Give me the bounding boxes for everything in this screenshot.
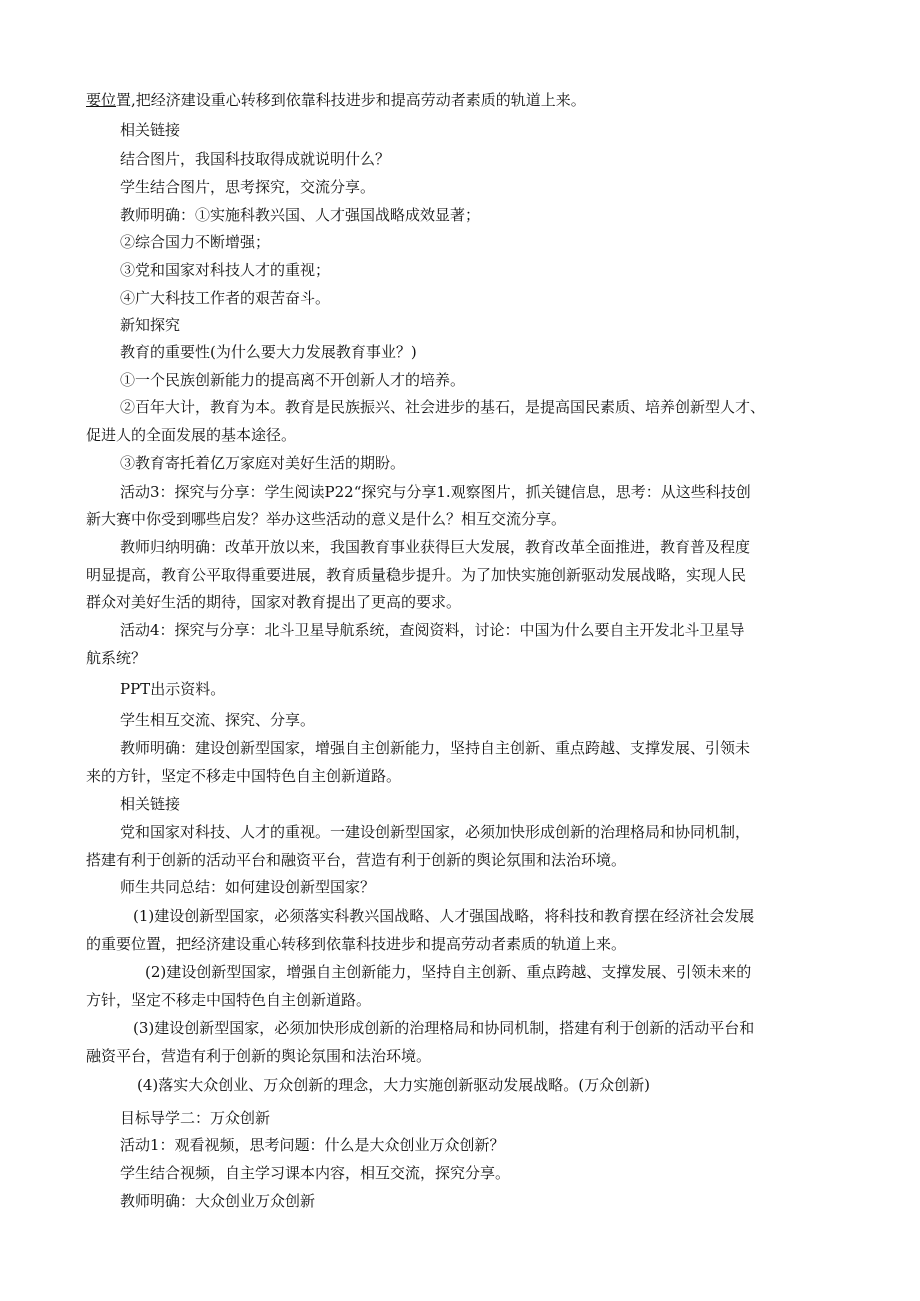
- text-line-1: [86, 90, 586, 110]
- text-line-17: 教师归纳明确：改革开放以来，我国教育事业获得巨大发展，教育改革全面推进，教育普及程度: [120, 538, 751, 556]
- text-line-31: 的重要位置，把经济建设重心转移到依靠科技进步和提高劳动者素质的轨道上来。: [86, 935, 627, 953]
- text-line-27: 党和国家对科技、人才的重视。一建设创新型国家，必须加快形成创新的治理格局和协同机制，: [120, 823, 751, 841]
- text-line-18: 明显提高，教育公平取得重要进展，教育质量稳步提升。为了加快实施创新驱动发展战略，实现人民: [86, 566, 747, 584]
- text-line-26: 相关链接: [120, 795, 181, 813]
- text-line-37: 目标导学二：万众创新: [120, 1109, 271, 1127]
- text-line-21: 航系统？: [86, 649, 147, 667]
- text-line-38: 活动1：观看视频，思考问题：什么是大众创业万众创新？: [120, 1136, 505, 1154]
- text-line-6: ②综合国力不断增强；: [120, 233, 271, 251]
- text-line-7: ③党和国家对科技人才的重视；: [120, 261, 331, 279]
- text-line-16: 新大赛中你受到哪些启发？举办这些活动的意义是什么？相互交流分享。: [86, 510, 567, 528]
- text-line-39: 学生结合视频，自主学习课本内容，相互交流，探究分享。: [120, 1164, 511, 1182]
- text-line-11: ①一个民族创新能力的提高离不开创新人才的培养。: [120, 371, 466, 389]
- text-line-19: 群众对美好生活的期待，国家对教育提出了更高的要求。: [86, 593, 462, 611]
- text-line-29: 师生共同总结：如何建设创新型国家？: [120, 878, 376, 896]
- text-line-13: 促进人的全面发展的基本途径。: [86, 426, 297, 444]
- text-line-14: ③教育寄托着亿万家庭对美好生活的期盼。: [120, 454, 406, 472]
- text-line-8: ④广大科技工作者的艰苦奋斗。: [120, 289, 331, 307]
- text-line-23: 学生相互交流、探究、分享。: [120, 711, 316, 729]
- text-fragment: 置,把经济建设重心转移到依靠科技进步和提高劳动者素质的轨道上来。: [116, 91, 586, 109]
- text-line-15: 活动3：探究与分享：学生阅读P22“探究与分享1.观察图片，抓关键信息，思考：从这些科技创: [120, 483, 751, 501]
- text-line-5: 教师明确：①实施科教兴国、人才强国战略成效显著；: [120, 206, 481, 224]
- text-line-35: 融资平台，营造有利于创新的舆论氛围和法治环境。: [86, 1047, 432, 1065]
- text-line-12: ②百年大计，教育为本。教育是民族振兴、社会进步的基石，是提高国民素质、培养创新型人才、: [120, 398, 766, 416]
- text-line-9: 新知探究: [120, 316, 181, 334]
- text-line-10: 教育的重要性(为什么要大力发展教育事业？): [120, 343, 417, 361]
- text-line-28: 搭建有利于创新的活动平台和融资平台，营造有利于创新的舆论氛围和法治环境。: [86, 851, 627, 869]
- text-line-32: (2)建设创新型国家，增强自主创新能力，坚持自主创新、重点跨越、支撑发展、引领未来的: [145, 963, 752, 981]
- underlined-fragment: 要位: [86, 91, 117, 109]
- text-line-4: 学生结合图片，思考探究，交流分享。: [120, 178, 376, 196]
- text-line-30: (1)建设创新型国家，必须落实科教兴国战略、人才强国战略，将科技和教育摆在经济社会发展: [133, 907, 755, 925]
- text-line-2: 相关链接: [120, 121, 181, 139]
- text-line-22: PPT出示资料。: [120, 680, 226, 698]
- text-line-3: 结合图片，我国科技取得成就说明什么？: [120, 150, 391, 168]
- text-line-24: 教师明确：建设创新型国家，增强自主创新能力，坚持自主创新、重点跨越、支撑发展、引领未: [120, 739, 751, 757]
- text-line-33: 方针，坚定不移走中国特色自主创新道路。: [86, 991, 372, 1009]
- text-line-36: (4)落实大众创业、万众创新的理念，大力实施创新驱动发展战略。(万众创新): [137, 1076, 650, 1094]
- text-line-20: 活动4：探究与分享：北斗卫星导航系统，查阅资料，讨论：中国为什么要自主开发北斗卫星导: [120, 621, 745, 639]
- text-line-34: (3)建设创新型国家，必须加快形成创新的治理格局和协同机制，搭建有利于创新的活动平台和: [133, 1019, 755, 1037]
- text-line-25: 来的方针，坚定不移走中国特色自主创新道路。: [86, 767, 402, 785]
- text-line-40: 教师明确：大众创业万众创新: [120, 1192, 316, 1210]
